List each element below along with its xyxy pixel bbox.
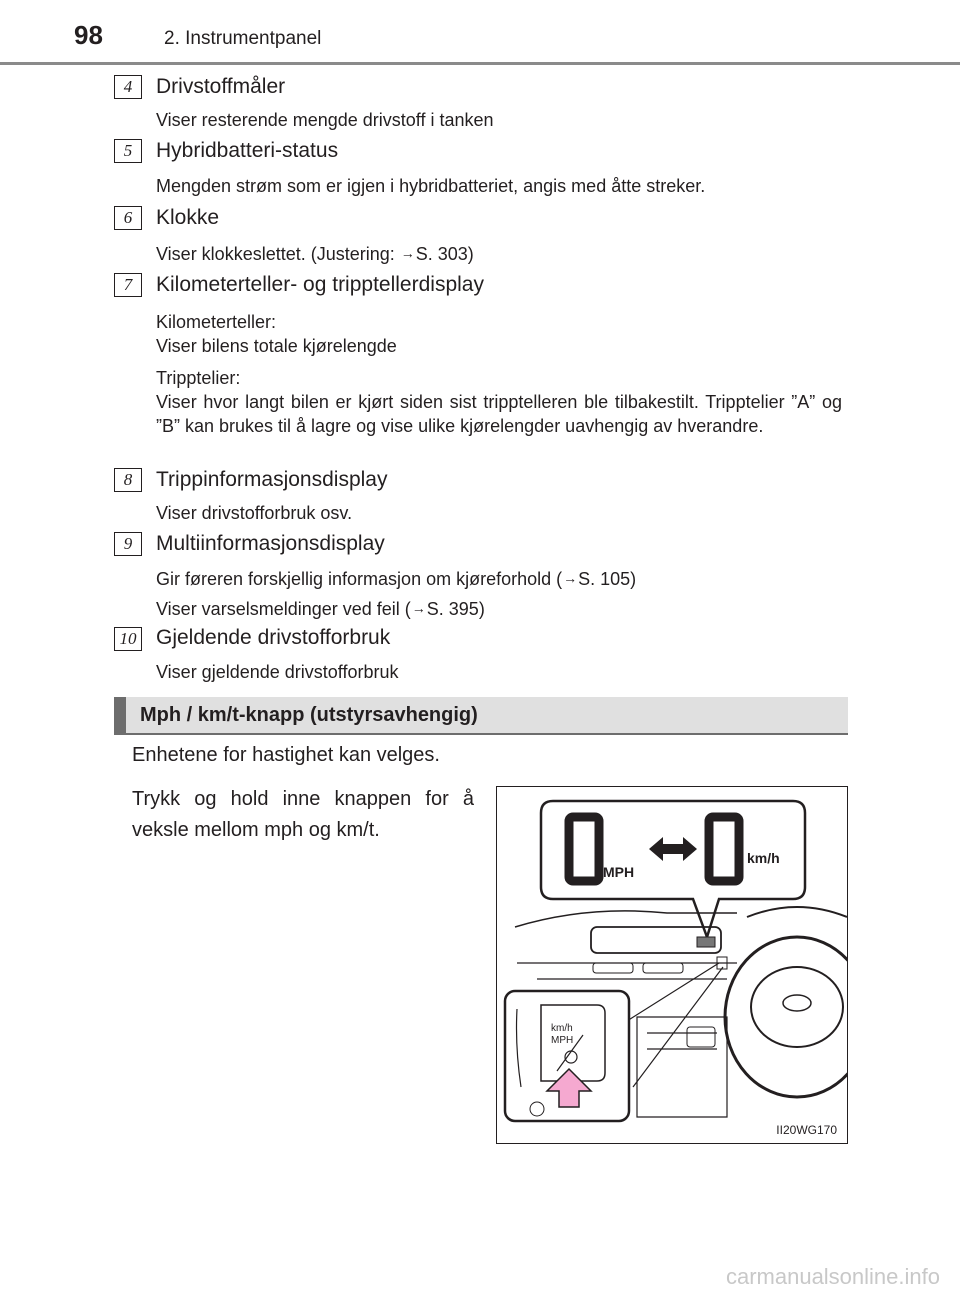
- item-number-7: 7: [114, 273, 142, 297]
- vent-right: [643, 963, 683, 973]
- item-number-10: 10: [114, 627, 142, 651]
- banner-label: Mph / km/t-knapp (utstyrsavhengig): [140, 704, 478, 726]
- item-desc-multi-info-1: [156, 566, 636, 591]
- center-console: [637, 1017, 727, 1117]
- dashboard-illustration: [497, 787, 848, 1144]
- speed-display-indicator: [697, 937, 715, 947]
- leader-lines: [627, 963, 723, 1087]
- switch-label-mph: MPH: [551, 1035, 574, 1046]
- section-title: 2. Instrumentpanel: [164, 28, 322, 49]
- steering-logo: [783, 995, 811, 1011]
- steering-column: [747, 907, 847, 917]
- header-rule: [0, 62, 960, 65]
- odometer-label: Kilometerteller:: [156, 312, 277, 332]
- warning-page-ref[interactable]: S. 395): [426, 599, 485, 619]
- item-number-9: 9: [114, 532, 142, 556]
- speed-unit-figure: [496, 786, 848, 1144]
- item-title-trip-info: Trippinformasjonsdisplay: [156, 468, 388, 491]
- section-banner: [114, 697, 848, 735]
- clock-desc-text: Viser klokkeslettet. (Justering:: [156, 244, 400, 264]
- body-paragraph-1: Enhetene for hastighet kan velges.: [132, 744, 440, 766]
- item-number-6: 6: [114, 206, 142, 230]
- item-number-8: 8: [114, 468, 142, 492]
- steering-hub: [751, 967, 843, 1047]
- page-ref-arrow-icon: →: [400, 245, 415, 261]
- odometer-desc: Viser bilens totale kjørelengde: [156, 336, 397, 356]
- item-desc-current-fuel: Viser gjeldende drivstofforbruk: [156, 662, 399, 682]
- item-desc-hybrid-battery: Mengden strøm som er igjen i hybridbatteriet, angis med åtte streker.: [156, 176, 706, 196]
- item-number-4: 4: [114, 75, 142, 99]
- item-desc-trip-info: Viser drivstofforbruk osv.: [156, 503, 353, 523]
- page-number: 98: [74, 20, 103, 50]
- multi-info-desc-text: Gir føreren forskjellig informasjon om kjøreforhold (: [156, 569, 563, 589]
- dash-lines-mid: [517, 963, 737, 979]
- item-title-hybrid-battery: Hybridbatteri-status: [156, 139, 339, 162]
- item-title-clock: Klokke: [156, 206, 220, 229]
- switch-label-kmh: km/h: [551, 1023, 573, 1034]
- tripmeter-desc: Viser hvor langt bilen er kjørt siden sist tripptelleren ble tilbakestilt. Tripptelier ”A” og ”B” kan brukes til å lagre og vise ulike kjørelengder uavhengig av hverandre.: [156, 392, 842, 436]
- tripmeter-label: Tripptelier:: [156, 368, 241, 388]
- page-ref-arrow-icon: →: [411, 600, 426, 616]
- console-knob: [687, 1027, 715, 1047]
- item-desc-fuel-gauge: Viser resterende mengde drivstoff i tanken: [156, 110, 494, 130]
- item-number-5: 5: [114, 139, 142, 163]
- unit-mph-label: MPH: [603, 864, 635, 880]
- warning-desc-text: Viser varselsmeldinger ved feil (: [156, 599, 411, 619]
- item-title-odometer: Kilometerteller- og tripptellerdisplay: [156, 273, 484, 296]
- unit-kmh-label: km/h: [747, 850, 780, 866]
- watermark: carmanualsonline.info: [725, 1264, 940, 1289]
- page-ref-arrow-icon: →: [563, 570, 578, 586]
- figure-code: II20WG170: [776, 1123, 837, 1137]
- vent-left: [593, 963, 633, 973]
- item-desc-multi-info-2: [156, 596, 485, 621]
- clock-page-ref[interactable]: S. 303): [415, 244, 474, 264]
- item-title-current-fuel: Gjeldende drivstofforbruk: [156, 626, 391, 649]
- body-paragraph-2: Trykk og hold inne knappen for å veksle mellom mph og km/t.: [132, 788, 474, 841]
- multi-info-page-ref[interactable]: S. 105): [578, 569, 637, 589]
- steering-wheel: [725, 937, 848, 1097]
- item-desc-clock: [156, 241, 474, 266]
- item-title-multi-info: Multiinformasjonsdisplay: [156, 532, 385, 555]
- item-title-fuel-gauge: Drivstoffmåler: [156, 75, 286, 98]
